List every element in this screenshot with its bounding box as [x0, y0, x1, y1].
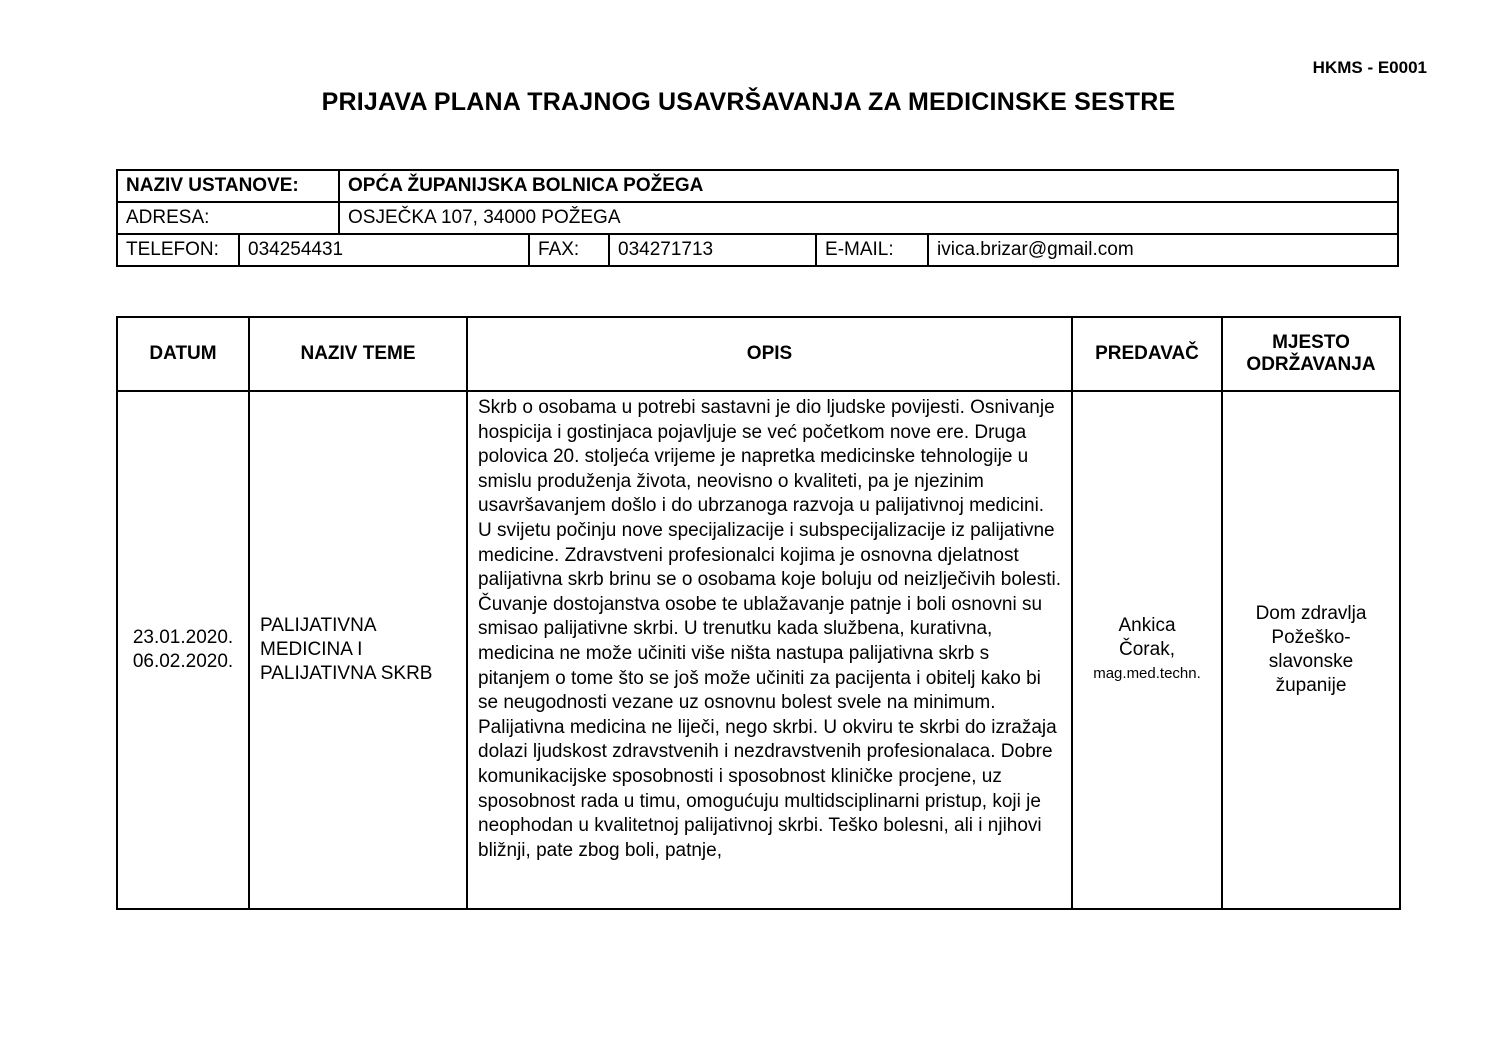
place-line-3: slavonske	[1268, 651, 1354, 672]
header-topic: NAZIV TEME	[249, 317, 467, 391]
place-line-1: Dom zdravlja	[1255, 603, 1367, 624]
institution-name-row	[117, 170, 1398, 202]
date-2: 06.02.2020.	[132, 651, 234, 672]
place-line-2: Požeško-	[1271, 627, 1351, 648]
plan-table	[116, 316, 1401, 910]
topic-line-2: MEDICINA I	[260, 639, 363, 660]
phone-label: TELEFON:	[117, 234, 239, 266]
lecturer-title: mag.med.techn.	[1093, 665, 1201, 682]
description-cell	[467, 391, 1072, 909]
fax-value: 034271713	[609, 234, 816, 266]
date-1: 23.01.2020.	[132, 627, 234, 648]
lecturer-cell	[1072, 391, 1222, 909]
topic-line-1: PALIJATIVNA	[260, 615, 377, 636]
institution-address-row	[117, 202, 1398, 234]
header-date: DATUM	[117, 317, 249, 391]
address-label: ADRESA:	[117, 202, 339, 234]
header-place-line2: ODRŽAVANJA	[1246, 354, 1376, 375]
table-row	[117, 391, 1400, 909]
place-cell	[1222, 391, 1400, 909]
email-label: E-MAIL:	[816, 234, 928, 266]
email-value: ivica.brizar@gmail.com	[928, 234, 1398, 266]
place-line-4: županije	[1275, 675, 1347, 696]
institution-name-value: OPĆA ŽUPANIJSKA BOLNICA POŽEGA	[339, 170, 1398, 202]
header-place-line1: MJESTO	[1272, 332, 1350, 353]
description-text: Skrb o osobama u potrebi sastavni je dio ljudske povijesti. Osnivanje hospicija i gostinjaca pojavljuje se već početkom nove ere. Druga polovica 20. stoljeća vrijeme je napretka medicinske tehnologije u smislu produženja života, neovisno o kvaliteti, pa je njezinim usavršavanjem došlo i do ubrzanoga razvoja u palijativnoj medicini. U svijetu počinju nove specijalizacije i subspecijalizacije iz palijativne medicine. Zdravstveni profesionalci kojima je osnovna djelatnost palijativna skrb brinu se o osobama koje boluju od neizlječivih bolesti. Čuvanje dostojanstva osobe te ublažavanje patnje i boli osnovni su smisao palijativne skrbi. U trenutku kada službena, kurativna, medicina ne može učiniti više ništa nastupa palijativna skrb s pitanjem o tome što se još može učiniti za pacijenta i obitelj kako bi se neugodnosti vezane uz osnovnu bolest svele na minimum. Palijativna medicina ne liječi, nego skrbi. U okviru te skrbi do izražaja dolazi ljudskost zdravstvenih i nezdravstvenih profesionalaca. Dobre komunikacijske sposobnosti i sposobnost kliničke procjene, uz sposobnost rada u timu, omogućuju multidsciplinarni pristup, koji je neophodan u kvalitetnoj palijativnoj skrbi. Teško bolesni, ali i njihovi bližnji, pate zbog boli, patnje,	[478, 397, 1061, 861]
document-title: PRIJAVA PLANA TRAJNOG USAVRŠAVANJA ZA MEDICINSKE SESTRE	[321, 88, 1176, 116]
header-place	[1222, 317, 1400, 391]
lecturer-name-2: Čorak,	[1119, 639, 1175, 660]
institution-table	[116, 169, 1399, 267]
institution-contact-row	[117, 234, 1398, 266]
phone-value: 034254431	[239, 234, 529, 266]
topic-cell	[249, 391, 467, 909]
lecturer-name-1: Ankica	[1118, 615, 1176, 636]
header-description: OPIS	[467, 317, 1072, 391]
form-code: HKMS - E0001	[1312, 58, 1427, 77]
plan-header-row	[117, 317, 1400, 391]
topic-line-3: PALIJATIVNA SKRB	[260, 663, 433, 684]
institution-name-label: NAZIV USTANOVE:	[117, 170, 339, 202]
address-value: OSJEČKA 107, 34000 POŽEGA	[339, 202, 1398, 234]
date-cell	[117, 391, 249, 909]
fax-label: FAX:	[529, 234, 609, 266]
header-lecturer: PREDAVAČ	[1072, 317, 1222, 391]
